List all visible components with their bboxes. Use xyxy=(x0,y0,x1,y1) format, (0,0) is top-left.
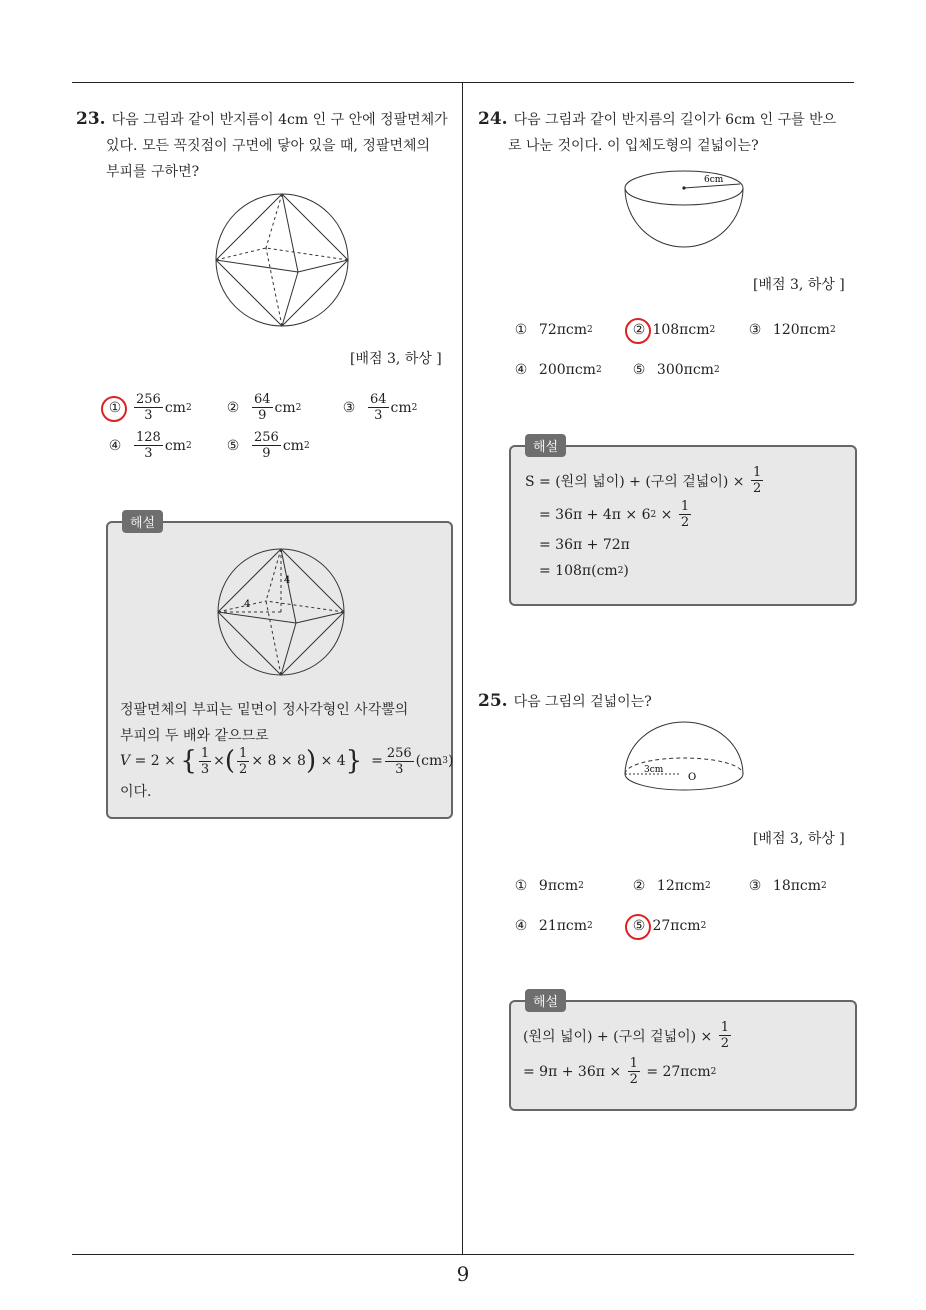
question-24 xyxy=(478,106,858,159)
choice-2[interactable]: ② 108πcm 2 xyxy=(630,322,715,338)
choice-1[interactable]: ① $\frac{256}{3}$ cm 2 xyxy=(106,392,192,423)
solution-line: S = (원의 넓이) + (구의 겉넓이) × $\frac{1}{2}$ xyxy=(525,465,762,496)
solution-text-line: 부피의 두 배와 같으므로 xyxy=(120,728,269,744)
radius-label: 3cm xyxy=(644,765,664,775)
solution-box xyxy=(509,440,857,606)
choice-5[interactable]: ⑤ 300πcm 2 xyxy=(632,362,720,378)
question-text-line: 로 나눈 것이다. 이 입체도형의 겉넓이는? xyxy=(508,138,759,154)
question-text-line: 다음 그림과 같이 반지름이 4cm 인 구 안에 정팔면체가 xyxy=(111,112,448,128)
solution-line: = 9π + 36π × $\frac{1}{2}$ = 27πcm 2 xyxy=(523,1056,717,1087)
solution-tag: 해설 xyxy=(525,989,566,1012)
solution-box xyxy=(106,516,454,819)
bottom-rule xyxy=(72,1254,854,1255)
question-23 xyxy=(76,106,456,185)
question-number: 24. xyxy=(478,109,508,129)
choice-2[interactable]: ② $\frac{64}{9}$ cm 2 xyxy=(226,392,302,423)
question-25 xyxy=(478,688,858,715)
solution-tag: 해설 xyxy=(525,434,566,457)
height-label: 4 xyxy=(284,575,291,586)
page-number: 9 xyxy=(456,1262,470,1286)
choice-list xyxy=(512,322,852,382)
choice-3[interactable]: ③ $\frac{64}{3}$ cm 2 xyxy=(342,392,418,423)
choice-2[interactable]: ② 12πcm 2 xyxy=(632,878,711,894)
score-label: [배점 3, 하상 ] xyxy=(753,277,845,293)
octahedron-solution-figure xyxy=(214,545,348,679)
solution-text-line: 정팔면체의 부피는 밑면이 정사각형인 사각뿔의 xyxy=(120,702,409,718)
choice-1[interactable]: ① 72πcm 2 xyxy=(514,322,593,338)
score-label: [배점 3, 하상 ] xyxy=(350,351,442,367)
question-text-line: 다음 그림과 같이 반지름의 길이가 6cm 인 구를 반으 xyxy=(513,112,837,128)
octahedron-in-sphere-figure xyxy=(212,190,352,330)
choice-4[interactable]: ④ 200πcm 2 xyxy=(514,362,602,378)
score-label: [배점 3, 하상 ] xyxy=(753,831,845,847)
radius-label: 4 xyxy=(244,599,251,610)
choice-list xyxy=(106,392,456,472)
solution-text-line: 이다. xyxy=(120,784,152,800)
choice-4[interactable]: ④ $\frac{128}{3}$ cm 2 xyxy=(108,430,192,461)
selected-circle-mark xyxy=(625,318,651,344)
solution-line: = 108π(cm 2 ) xyxy=(539,563,629,579)
top-rule xyxy=(72,82,854,83)
selected-circle-mark xyxy=(101,396,127,422)
radius-label: 6cm xyxy=(704,175,724,185)
choice-list xyxy=(512,878,852,938)
question-text-line: 부피를 구하면? xyxy=(106,164,200,180)
solution-box xyxy=(509,995,857,1111)
hemisphere-dome-figure xyxy=(622,718,746,804)
solution-line: (원의 넓이) + (구의 겉넓이) × $\frac{1}{2}$ xyxy=(523,1020,730,1051)
center-label: O xyxy=(688,772,697,783)
solution-formula: V = 2 × { $\frac{1}{3}$ × ( $\frac{1}{2}$ × 8 × 8 ) × 4 } = $\frac{256}{3}$ (cm 3 ) xyxy=(120,745,454,777)
question-text-line: 다음 그림의 겉넓이는? xyxy=(513,694,652,710)
choice-3[interactable]: ③ 120πcm 2 xyxy=(748,322,836,338)
solution-line: = 36π + 4π × 6 2 × $\frac{1}{2}$ xyxy=(539,499,690,530)
choice-1[interactable]: ① 9πcm 2 xyxy=(514,878,584,894)
choice-5[interactable]: ⑤ 27πcm 2 xyxy=(630,918,706,934)
column-divider xyxy=(462,83,463,1254)
hemisphere-bowl-figure xyxy=(622,166,746,252)
selected-circle-mark xyxy=(625,914,651,940)
solution-tag: 해설 xyxy=(122,510,163,533)
question-number: 23. xyxy=(76,109,106,129)
choice-5[interactable]: ⑤ $\frac{256}{9}$ cm 2 xyxy=(226,430,310,461)
question-number: 25. xyxy=(478,691,508,711)
choice-4[interactable]: ④ 21πcm 2 xyxy=(514,918,593,934)
choice-3[interactable]: ③ 18πcm 2 xyxy=(748,878,827,894)
solution-line: = 36π + 72π xyxy=(539,537,630,553)
question-text-line: 있다. 모든 꼭짓점이 구면에 닿아 있을 때, 정팔면체의 xyxy=(106,138,431,154)
